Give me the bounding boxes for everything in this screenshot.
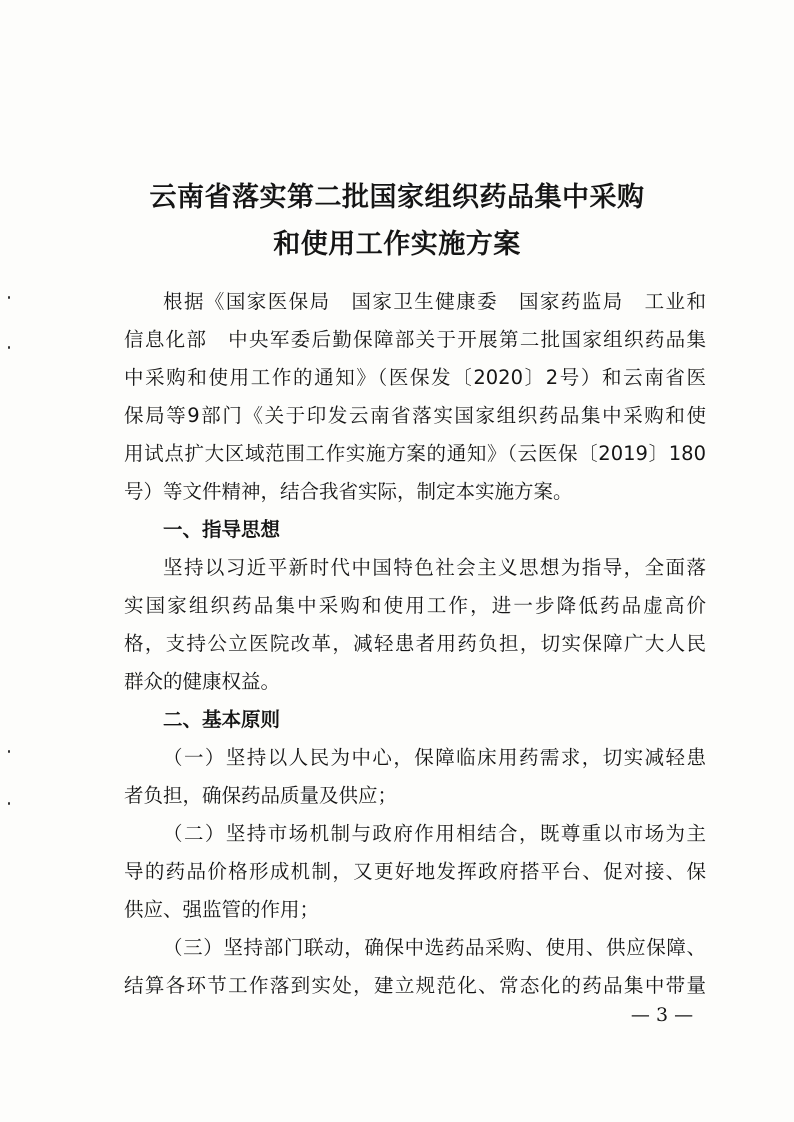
intro-line-2: 信息化部 中央军委后勤保障部关于开展第二批国家组织药品集 bbox=[124, 328, 706, 351]
section1-line-2: 实国家组织药品集中采购和使用工作，进一步降低药品虚高价 bbox=[124, 594, 706, 617]
scan-speck bbox=[8, 296, 10, 299]
document-title-line-1: 云南省落实第二批国家组织药品集中采购 bbox=[149, 182, 645, 213]
section-heading-guiding-ideology: 一、指导思想 bbox=[163, 518, 281, 541]
page-number: — 3 — bbox=[630, 1004, 694, 1026]
principle2-line-1: （二）坚持市场机制与政府作用相结合，既尊重以市场为主 bbox=[163, 822, 706, 845]
intro-line-6: 号）等文件精神，结合我省实际，制定本实施方案。 bbox=[124, 480, 573, 503]
principle3-line-2: 结算各环节工作落到实处，建立规范化、常态化的药品集中带量 bbox=[124, 974, 706, 997]
section1-line-3: 格，支持公立医院改革，减轻患者用药负担，切实保障广大人民 bbox=[124, 632, 706, 655]
principle3-line-1: （三）坚持部门联动，确保中选药品采购、使用、供应保障、 bbox=[163, 936, 706, 959]
section-heading-basic-principles: 二、基本原则 bbox=[163, 708, 281, 731]
intro-line-5: 用试点扩大区域范围工作实施方案的通知》（云医保〔2019〕180 bbox=[124, 442, 706, 465]
principle2-line-2: 导的药品价格形成机制，又更好地发挥政府搭平台、促对接、保 bbox=[124, 860, 706, 883]
scan-speck bbox=[8, 346, 10, 349]
principle1-line-2: 者负担，确保药品质量及供应； bbox=[124, 784, 398, 807]
principle1-line-1: （一）坚持以人民为中心，保障临床用药需求，切实减轻患 bbox=[163, 746, 706, 769]
section1-line-1: 坚持以习近平新时代中国特色社会主义思想为指导，全面落 bbox=[163, 556, 706, 579]
intro-line-1: 根据《国家医保局 国家卫生健康委 国家药监局 工业和 bbox=[163, 290, 706, 313]
intro-line-3: 中采购和使用工作的通知》（医保发〔2020〕2号）和云南省医 bbox=[124, 366, 706, 389]
scan-speck bbox=[8, 750, 10, 753]
section1-line-4: 群众的健康权益。 bbox=[124, 670, 281, 693]
scan-speck bbox=[8, 802, 10, 805]
document-title-line-2: 和使用工作实施方案 bbox=[273, 229, 521, 260]
intro-line-4: 保局等9部门《关于印发云南省落实国家组织药品集中采购和使 bbox=[124, 404, 706, 427]
principle2-line-3: 供应、强监管的作用； bbox=[124, 898, 320, 921]
